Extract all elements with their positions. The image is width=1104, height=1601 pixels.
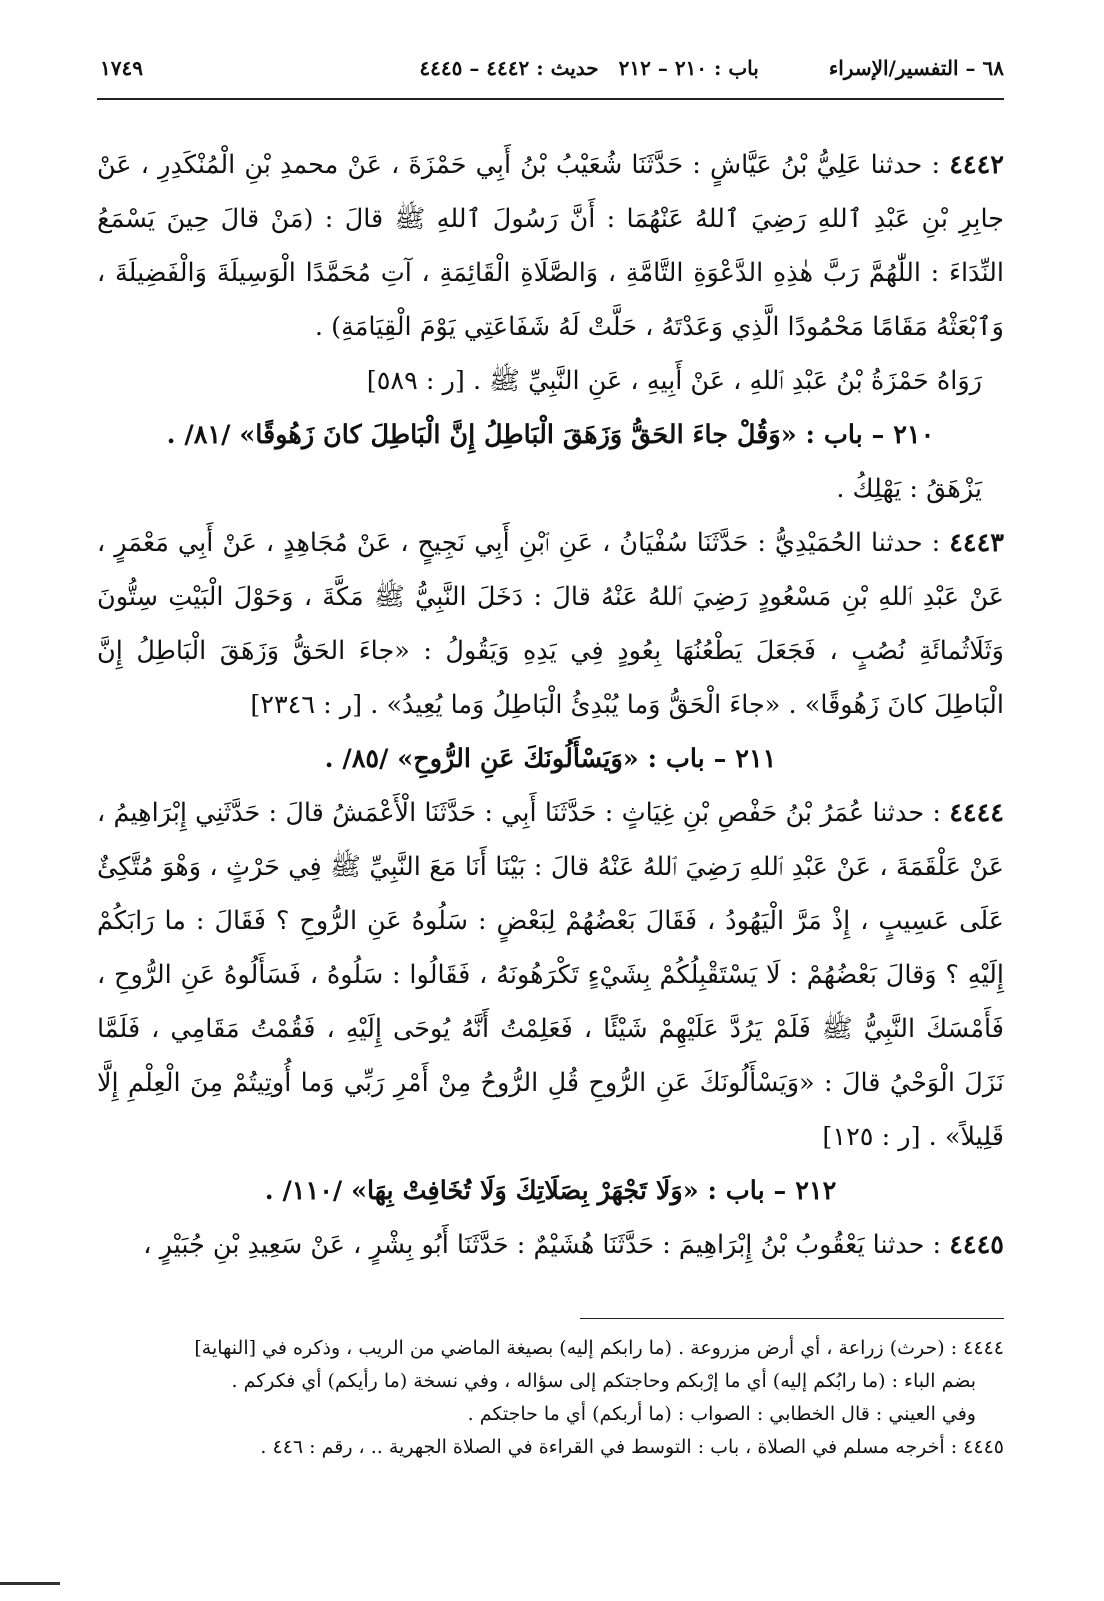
footnote-4444-line1: ٤٤٤٤ : (حرث) زراعة ، أي أرض مزروعة . (ما رابكم إليه) بصيغة الماضي من الريب ، وذكره في [النهاية] <box>194 1337 1004 1359</box>
hadith-4444 <box>97 786 1004 1164</box>
footnote-4444-line3: وفي العيني : قال الخطابي : الصواب : (ما أربكم) أي ما حاجتكم . <box>467 1403 976 1425</box>
running-header <box>100 56 1004 96</box>
scan-mark <box>0 1582 60 1585</box>
hadith-number: ٤٤٤٣ <box>949 528 1005 558</box>
page-number: ١٧٤٩ <box>100 56 143 80</box>
hadith-number: ٤٤٤٢ <box>949 150 1005 180</box>
bab-211-heading: ٢١١ – باب : «وَيَسْأَلُونَكَ عَنِ الرُّوحِ» /٨٥/ . <box>324 744 777 774</box>
footnotes <box>97 1332 1004 1464</box>
hadith-number: ٤٤٤٤ <box>949 798 1005 828</box>
hadith-text: : حدثنا يَعْقُوبُ بْنُ إِبْرَاهِيمَ : حَدَّثَنَا هُشَيْمٌ : حَدَّثَنَا أَبُو بِشْرٍ ، عَنْ سَعِيدِ بْنِ جُبَيْرٍ ، <box>143 1230 942 1260</box>
hadith-4442 <box>97 138 1004 354</box>
book-title: ٦٨ – التفسير/الإسراء <box>828 56 1004 80</box>
hadith-4445 <box>97 1218 1004 1272</box>
bab-212-heading: ٢١٢ – باب : «وَلَا تَجْهَرْ بِصَلَاتِكَ وَلَا تُخَافِتْ بِهَا» /١١٠/ . <box>264 1176 837 1206</box>
hadith-4443 <box>97 516 1004 732</box>
header-rule <box>97 98 1004 100</box>
hadith-text: : حدثنا الحُمَيْدِيُّ : حَدَّثَنَا سُفْيَانُ ، عَنِ ٱبْنِ أَبِي نَجِيحٍ ، عَنْ مُجَاهِدٍ ، عَنْ أَبِي مَعْمَرٍ ، عَنْ عَبْدِ ٱللهِ بْنِ مَسْعُودٍ رَضِيَ ٱللهُ عَنْهُ قالَ : دَخَلَ النَّبِيُّ ﷺ مَكَّةَ ، وَحَوْلَ الْبَيْتِ سِتُّونَ وَثَلَاثُمائَةِ نُصُبٍ ، فَجَعَلَ يَطْعُنُهَا بِعُودٍ فِي يَدِهِ وَيَقُولُ : «جاءَ الحَقُّ وَزَهَقَ الْبَاطِلُ إِنَّ الْبَاطِلَ كانَ زَهُوقًا» . «جاءَ الْحَقُّ وَما يُبْدِئُ الْبَاطِلُ وَما يُعِيدُ» . [ر : ٢٣٤٦] <box>97 528 1004 720</box>
footnote-4445: ٤٤٤٥ : أخرجه مسلم في الصلاة ، باب : التوسط في القراءة في الصلاة الجهرية .. ، رقم : ٤٤٦ . <box>260 1436 1004 1458</box>
main-text <box>97 138 1004 1272</box>
footnote-rule <box>580 1318 1004 1319</box>
bab-210-gloss: يَزْهَقُ : يَهْلِكُ . <box>836 474 982 504</box>
bab-range: باب : ٢١٠ – ٢١٢ <box>618 56 759 80</box>
hadith-number: ٤٤٤٥ <box>949 1230 1004 1260</box>
hadith-text: : حدثنا عَلِيُّ بْنُ عَيَّاشٍ : حَدَّثَنَا شُعَيْبُ بْنُ أَبِي حَمْزَةَ ، عَنْ محمدِ بْنِ الْمُنْكَدِرِ ، عَنْ جابِرِ بْنِ عَبْدِ ٱللهِ رَضِيَ ٱللهُ عَنْهُمَا : أَنَّ رَسُولَ ٱللهِ ﷺ قالَ : (مَنْ قالَ حِينَ يَسْمَعُ النِّدَاءَ : اللّٰهُمَّ رَبَّ هٰذِهِ الدَّعْوَةِ التَّامَّةِ ، وَالصَّلَاةِ الْقَائِمَةِ ، آتِ مُحَمَّدًا الْوَسِيلَةَ وَالْفَضِيلَةَ ، وَٱبْعَثْهُ مَقَامًا مَحْمُودًا الَّذِي وَعَدْتَهُ ، حَلَّتْ لَهُ شَفَاعَتِي يَوْمَ الْقِيَامَةِ) . <box>97 150 1004 342</box>
riwaya-note: رَوَاهُ حَمْزَةُ بْنُ عَبْدِ ٱللهِ ، عَنْ أَبِيهِ ، عَنِ النَّبِيِّ ﷺ . [ر : ٥٨٩] <box>366 366 982 396</box>
footnote-4444-line2: بضم الباء : (ما رابُكم إليه) أي ما إرْبكم وحاجتكم إلى سؤاله ، وفي نسخة (ما رأيكم) أي فكركم . <box>231 1370 976 1392</box>
hadith-range: حديث : ٤٤٤٢ – ٤٤٤٥ <box>419 56 599 80</box>
bab-210-heading: ٢١٠ – باب : «وَقُلْ جاءَ الحَقُّ وَزَهَقَ الْبَاطِلُ إِنَّ الْبَاطِلَ كانَ زَهُوقًا» /٨١/ . <box>166 420 935 450</box>
hadith-text: : حدثنا عُمَرُ بْنُ حَفْصِ بْنِ غِيَاثٍ : حَدَّثَنَا أَبِي : حَدَّثَنَا الْأَعْمَشُ قالَ : حَدَّثَنِي إِبْرَاهِيمُ ، عَنْ عَلْقَمَةَ ، عَنْ عَبْدِ ٱللهِ رَضِيَ ٱللهُ عَنْهُ قالَ : بَيْنَا أَنَا مَعَ النَّبِيِّ ﷺ فِي حَرْثٍ ، وَهْوَ مُتَّكِئٌ عَلَى عَسِيبٍ ، إِذْ مَرَّ الْيَهُودُ ، فَقَالَ بَعْضُهُمْ لِبَعْضٍ : سَلُوهُ عَنِ الرُّوحِ ؟ فَقَالَ : ما رَابَكُمْ إِلَيْهِ ؟ وَقالَ بَعْضُهُمْ : لَا يَسْتَقْبِلُكُمْ بِشَيْءٍ تَكْرَهُونَهُ ، فَقَالُوا : سَلُوهُ ، فَسَأَلُوهُ عَنِ الرُّوحِ ، فَأَمْسَكَ النَّبِيُّ ﷺ فَلَمْ يَرُدَّ عَلَيْهِمْ شَيْئًا ، فَعَلِمْتُ أَنَّهُ يُوحَى إِلَيْهِ ، فَقُمْتُ مَقَامِي ، فَلَمَّا نَزَلَ الْوَحْيُ قالَ : «وَيَسْأَلُونَكَ عَنِ الرُّوحِ قُلِ الرُّوحُ مِنْ أَمْرِ رَبِّي وَما أُوتِيتُمْ مِنَ الْعِلْمِ إِلَّا قَلِيلاً» . [ر : ١٢٥] <box>97 798 1004 1152</box>
